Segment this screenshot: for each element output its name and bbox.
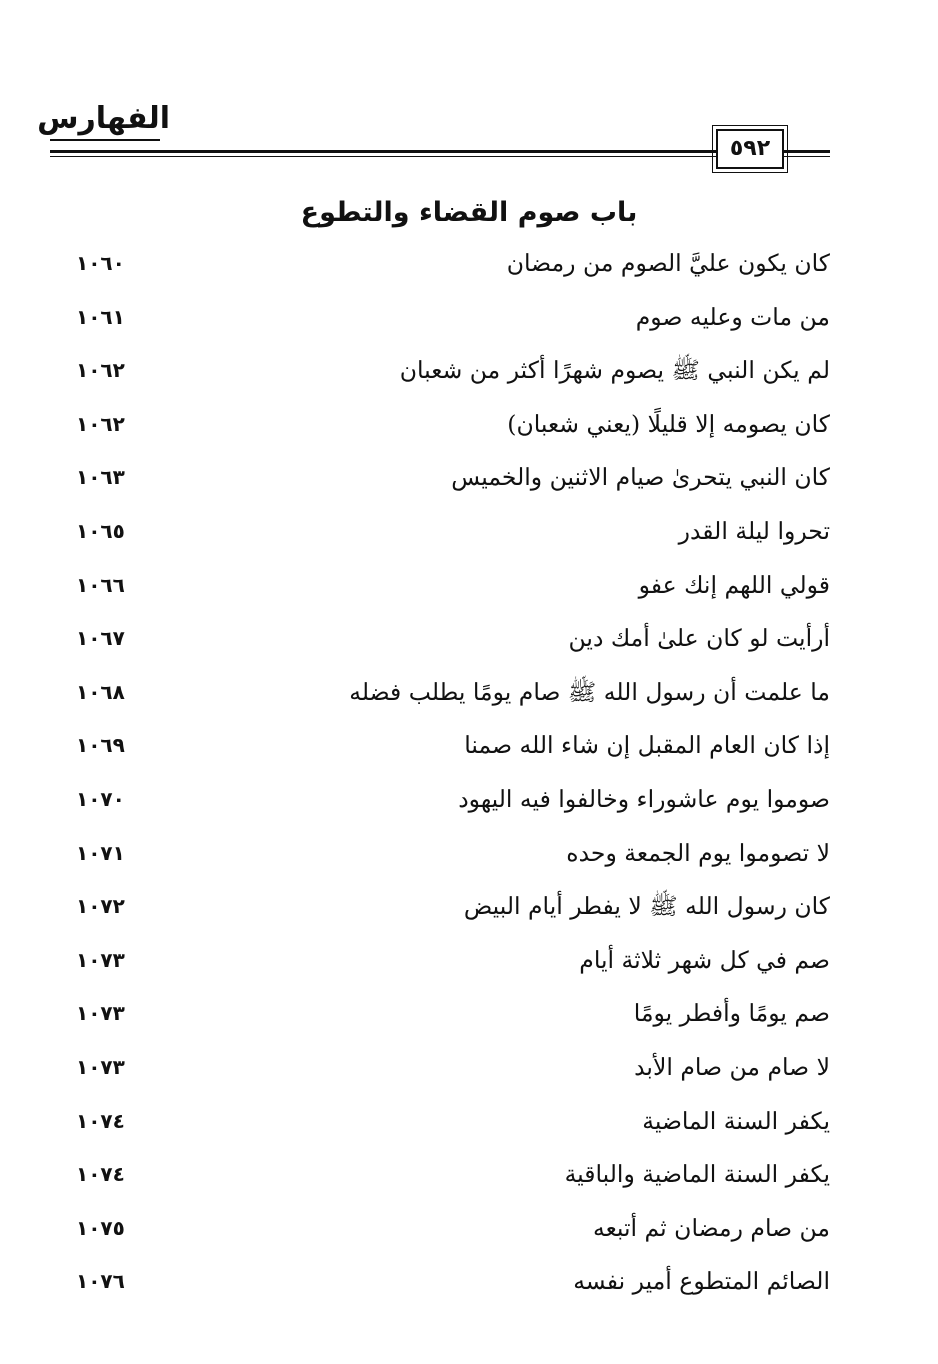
section-heading: باب صوم القضاء والتطوع [300,197,638,228]
entry-text: يكفر السنة الماضية والباقية [564,1160,830,1189]
entry-text: من صام رمضان ثم أتبعه [592,1213,830,1242]
index-entry [0,1041,938,1095]
index-entry [0,1148,938,1202]
entry-page-number: ١٠٦٦ [76,572,125,597]
entry-page-number: ١٠٧١ [76,840,125,865]
entry-text: أرأيت لو كان علىٰ أمك دين [568,624,830,653]
index-entry [0,1095,938,1149]
entry-page-number: ١٠٧٢ [76,894,125,919]
entry-page-number: ١٠٦٧ [76,626,125,651]
index-entry [0,773,938,827]
index-entry [0,398,938,452]
entry-page-number: ١٠٦١ [76,304,125,329]
entry-text: صم يومًا وأفطر يومًا [633,999,830,1028]
page-number: ٥٩٢ [716,129,784,169]
entry-page-number: ١٠٧٤ [76,1108,125,1133]
entry-text: إذا كان العام المقبل إن شاء الله صمنا [464,731,830,760]
index-entry [0,344,938,398]
entry-page-number: ١٠٧٤ [76,1162,125,1187]
entry-page-number: ١٠٧٣ [76,1054,125,1079]
entry-page-number: ١٠٦٩ [76,733,125,758]
entry-page-number: ١٠٧٠ [76,786,125,811]
index-entry [0,612,938,666]
entry-page-number: ١٠٧٣ [76,947,125,972]
entry-text: قولي اللهم إنك عفو [638,570,830,599]
entry-text: كان يكون عليَّ الصوم من رمضان [506,249,830,277]
entry-text: لا تصوموا يوم الجمعة وحده [566,838,830,867]
entry-text: لم يكن النبي ﷺ يصوم شهرًا أكثر من شعبان [399,356,830,385]
entry-page-number: ١٠٧٣ [76,1001,125,1026]
index-entry [0,880,938,934]
entry-text: من مات وعليه صوم [635,302,830,331]
entry-page-number: ١٠٦٣ [76,465,125,490]
entry-text: صم في كل شهر ثلاثة أيام [579,945,830,974]
index-entry [0,237,938,291]
entry-text: كان رسول الله ﷺ لا يفطر أيام البيض [463,892,830,921]
index-entry [0,934,938,988]
entry-page-number: ١٠٦٥ [76,518,125,543]
entry-page-number: ١٠٧٥ [76,1215,125,1240]
entry-page-number: ١٠٦٠ [76,251,125,275]
index-entry [0,1255,938,1309]
entry-page-number: ١٠٦٨ [76,679,125,704]
index-entry [0,987,938,1041]
entry-text: صوموا يوم عاشوراء وخالفوا فيه اليهود [458,784,830,813]
index-entries [0,237,938,1309]
entry-text: تحروا ليلة القدر [678,516,830,545]
entry-text: لا صام من صام الأبد [634,1052,830,1081]
running-title-underline [50,139,160,141]
index-entry [0,505,938,559]
entry-text: الصائم المتطوع أمير نفسه [573,1267,830,1296]
index-entry [0,291,938,345]
index-entry [0,1202,938,1256]
entry-page-number: ١٠٦٢ [76,411,125,436]
index-entry [0,719,938,773]
index-entry [0,559,938,613]
entry-text: يكفر السنة الماضية [642,1106,830,1135]
entry-text: كان النبي يتحرىٰ صيام الاثنين والخميس [451,463,830,492]
index-entry [0,827,938,881]
entry-page-number: ١٠٦٢ [76,358,125,383]
entry-text: ما علمت أن رسول الله ﷺ صام يومًا يطلب فضله [349,677,830,706]
entry-page-number: ١٠٧٦ [76,1269,125,1294]
running-title: الفهارس [37,101,170,136]
index-entry [0,451,938,505]
entry-text: كان يصومه إلا قليلًا (يعني شعبان) [507,409,830,438]
header-rule [50,150,830,157]
index-entry [0,666,938,720]
